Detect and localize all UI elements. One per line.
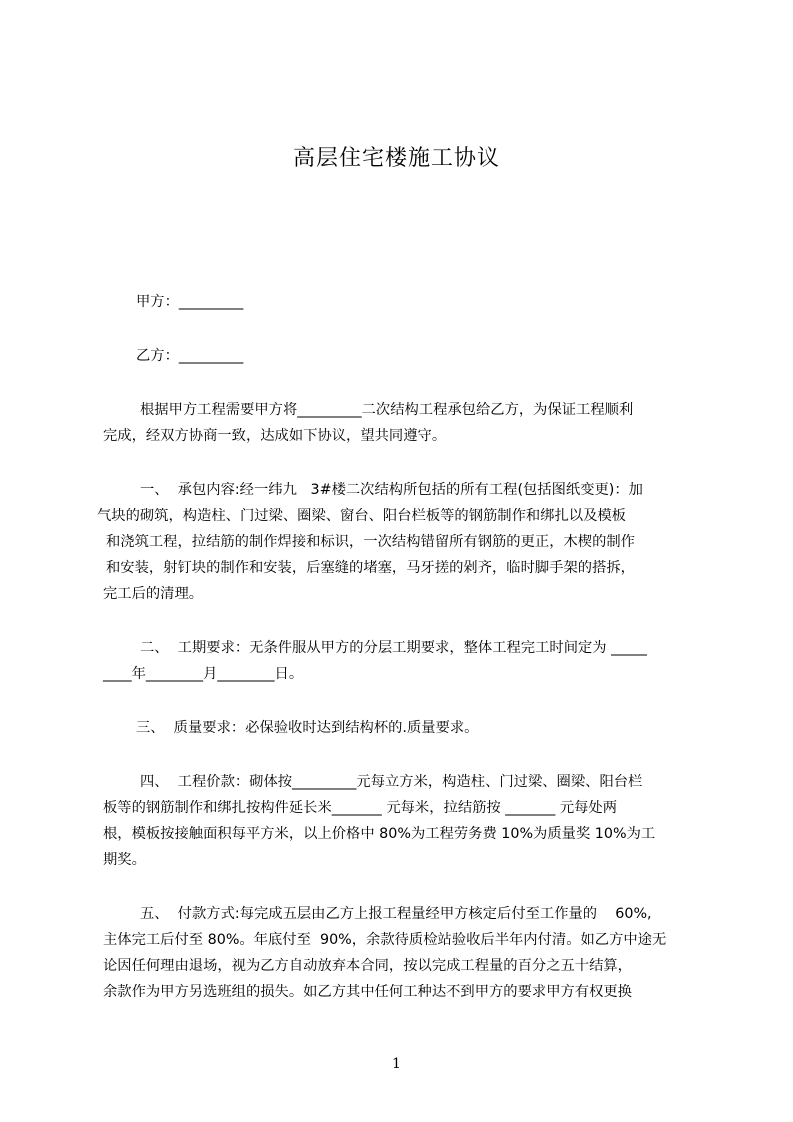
document-title: 高层住宅楼施工协议 xyxy=(292,146,500,171)
clause-line: 一、 承包内容:经一纬九 3#楼二次结构所包括的所有工程(包括图纸变更)：加 xyxy=(140,482,643,498)
intro-line: 根据甲方工程需要甲方将_________二次结构工程承包给乙方，为保证工程顺利 xyxy=(140,402,634,418)
intro-line: 完成，经双方协商一致，达成如下协议，望共同遵守。 xyxy=(103,428,447,444)
clause-line: 二、 工期要求：无条件服从甲方的分层工期要求，整体工程完工时间定为 _____ xyxy=(140,640,647,656)
clause-line: 完工后的清理。 xyxy=(103,586,204,602)
clause-line: 期奖。 xyxy=(103,852,146,868)
clause-line: 和浇筑工程，拉结筋的制作焊接和标识，一次结构错留所有钢筋的更正，木楔的制作 xyxy=(106,534,635,550)
clause-line: 余款作为甲方另选班组的损失。如乙方其中任何工种达不到甲方的要求甲方有权更换 xyxy=(103,984,632,1000)
clause-line: 根，模板按接触面积每平方米，以上价格中 80%为工程劳务费 10%为质量奖 10%为工 xyxy=(103,826,656,842)
clause-line: 四、 工程价款：砌体按_________元每立方米，构造柱、门过梁、圈梁、阳台栏 xyxy=(140,774,643,790)
party-b-line: 乙方：_________ xyxy=(136,348,244,364)
clause-line: 论因任何理由退场，视为乙方自动放弃本合同，按以完成工程量的百分之五十结算， xyxy=(103,958,632,974)
page-number: 1 xyxy=(392,1056,401,1072)
clause-line: 气块的砌筑，构造柱、门过梁、圈梁、窗台、阳台栏板等的钢筋制作和绑扎以及模板 xyxy=(97,508,626,524)
clause-line: ____年________月________日。 xyxy=(103,666,304,682)
clause-line: 和安装，射钉块的制作和安装，后塞缝的堵塞，马牙搓的剁齐，临时脚手架的搭拆， xyxy=(106,560,635,576)
clause-line: 主体完工后付至 80%。年底付至 90%，余款待质检站验收后半年内付清。如乙方中途无 xyxy=(103,932,667,948)
clause-line: 板等的钢筋制作和绑扎按构件延长米_______ 元每米，拉结筋按 _______ 元每处两 xyxy=(103,800,618,816)
clause-line: 五、 付款方式:每完成五层由乙方上报工程量经甲方核定后付至工作量的 60%, xyxy=(140,906,652,922)
party-a-line: 甲方：_________ xyxy=(136,294,244,310)
clause-line: 三、 质量要求：必保验收时达到结构杯的.质量要求。 xyxy=(136,720,479,736)
